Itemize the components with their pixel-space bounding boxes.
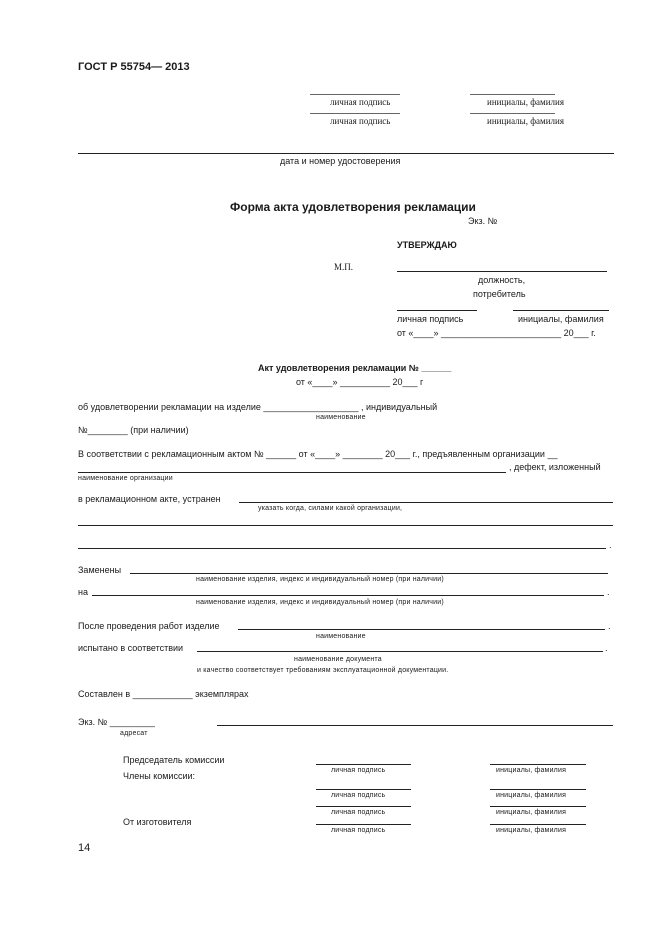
line-end-dot: . bbox=[607, 587, 610, 597]
initials-line bbox=[490, 824, 586, 825]
position-line bbox=[397, 271, 607, 272]
organization-line bbox=[78, 472, 506, 473]
hint-organization: наименование организации bbox=[78, 475, 173, 482]
initials-line bbox=[490, 806, 586, 807]
after-works-label: После проведения работ изделие bbox=[78, 621, 220, 631]
certificate-label: дата и номер удостоверения bbox=[280, 156, 401, 166]
hint-name: наименование bbox=[316, 414, 366, 421]
defect-text: , дефект, изложенный bbox=[509, 462, 601, 472]
line-end-dot: . bbox=[609, 540, 612, 550]
initials-line bbox=[470, 94, 555, 95]
approve-label: УТВЕРЖДАЮ bbox=[397, 240, 457, 250]
initials-label: инициалы, фамилия bbox=[487, 97, 564, 107]
certificate-line bbox=[78, 153, 614, 154]
signature-line bbox=[310, 113, 400, 114]
signature-line bbox=[316, 806, 411, 807]
initials-line bbox=[490, 764, 586, 765]
line-end-dot: . bbox=[605, 643, 608, 653]
act-line-number: №________ (при наличии) bbox=[78, 425, 189, 435]
stamp-label: М.П. bbox=[334, 262, 354, 272]
blank-line bbox=[78, 525, 613, 526]
copies-text: Составлен в ____________ экземплярах bbox=[78, 689, 249, 699]
chairman-label: Председатель комиссии bbox=[123, 755, 225, 765]
initials-label: инициалы, фамилия bbox=[496, 767, 567, 774]
on-line bbox=[92, 595, 604, 596]
tested-label: испытано в соответствии bbox=[78, 643, 184, 653]
signature-line bbox=[397, 310, 477, 311]
hint-document: наименование документа bbox=[294, 656, 382, 663]
hint-replaced: наименование изделия, индекс и индивидуальный номер (при наличии) bbox=[196, 576, 444, 583]
position-label: должность, bbox=[478, 275, 526, 285]
signature-label: личная подпись bbox=[330, 116, 391, 126]
initials-line bbox=[470, 113, 555, 114]
signature-line bbox=[310, 94, 400, 95]
after-works-line bbox=[238, 629, 605, 630]
consumer-label: потребитель bbox=[473, 289, 526, 299]
act-title: Акт удовлетворения рекламации № ______ bbox=[258, 363, 452, 373]
signature-label: личная подпись bbox=[330, 97, 391, 107]
approval-date: от «____» ________________________ 20___ г. bbox=[397, 328, 596, 338]
initials-label: инициалы, фамилия bbox=[496, 792, 567, 799]
addressee-line bbox=[217, 725, 613, 726]
replaced-line bbox=[130, 573, 608, 574]
signature-label: личная подпись bbox=[397, 314, 464, 324]
initials-line bbox=[490, 789, 586, 790]
signature-line bbox=[316, 789, 411, 790]
act-line-reclamation: В соответствии с рекламационным актом № ______ от «____» ________ 20___ г., предъявленным организации __ bbox=[78, 449, 558, 459]
quality-text: и качество соответствует требованиям эксплуатационной документации. bbox=[197, 667, 449, 674]
act-line-fixed: в рекламационном акте, устранен bbox=[78, 494, 221, 504]
signature-line bbox=[316, 824, 411, 825]
fixed-line bbox=[239, 502, 613, 503]
signature-label: личная подпись bbox=[331, 767, 386, 774]
act-date: от «____» __________ 20___ г bbox=[296, 377, 424, 387]
signature-line bbox=[316, 764, 411, 765]
signature-label: личная подпись bbox=[331, 827, 386, 834]
hint-when: указать когда, силами какой организации, bbox=[258, 505, 403, 512]
manufacturer-label: От изготовителя bbox=[123, 817, 192, 827]
replaced-label: Заменены bbox=[78, 565, 122, 575]
initials-line bbox=[513, 310, 609, 311]
form-title: Форма акта удовлетворения рекламации bbox=[230, 200, 476, 214]
on-label: на bbox=[78, 587, 88, 597]
signature-label: личная подпись bbox=[331, 809, 386, 816]
hint-on: наименование изделия, индекс и индивидуальный номер (при наличии) bbox=[196, 599, 444, 606]
line-end-dot: . bbox=[608, 621, 611, 631]
copy-number-label: Экз. № bbox=[468, 216, 498, 226]
act-line-product: об удовлетворении рекламации на изделие ___________________ , индивидуальный bbox=[78, 402, 438, 412]
tested-line bbox=[197, 651, 603, 652]
signature-label: личная подпись bbox=[331, 792, 386, 799]
initials-label: инициалы, фамилия bbox=[496, 827, 567, 834]
page-number: 14 bbox=[78, 842, 91, 854]
blank-line bbox=[78, 548, 606, 549]
initials-label: инициалы, фамилия bbox=[518, 314, 604, 324]
initials-label: инициалы, фамилия bbox=[487, 116, 564, 126]
initials-label: инициалы, фамилия bbox=[496, 809, 567, 816]
hint-name: наименование bbox=[316, 633, 366, 640]
standard-number: ГОСТ Р 55754— 2013 bbox=[78, 61, 190, 73]
addressee-label: адресат bbox=[120, 730, 148, 737]
members-label: Члены комиссии: bbox=[123, 771, 196, 781]
copy-number: Экз. № _________ bbox=[78, 717, 155, 727]
